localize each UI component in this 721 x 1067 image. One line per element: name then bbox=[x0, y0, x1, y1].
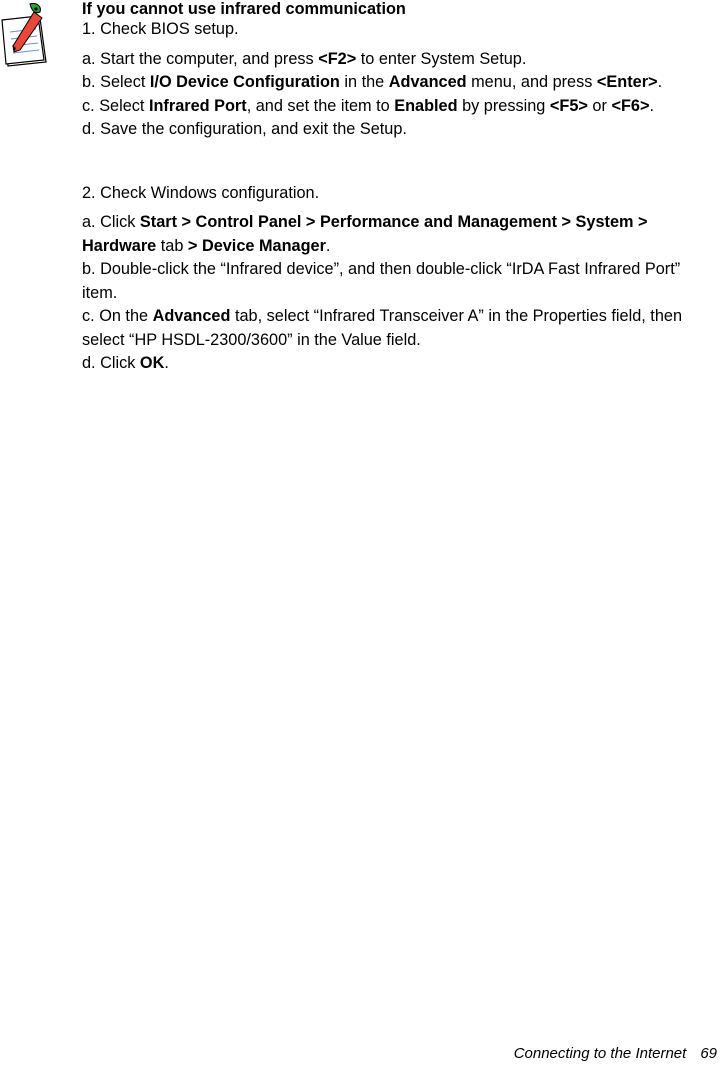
step-2d: d. Click OK. bbox=[82, 354, 169, 372]
page-footer bbox=[514, 1045, 717, 1062]
page-heading: If you cannot use infrared communication bbox=[82, 0, 406, 18]
step-1a: a. Start the computer, and press <F2> to enter System Setup. bbox=[82, 49, 527, 68]
note-pencil-icon bbox=[0, 2, 52, 68]
step-1b: b. Select I/O Device Configuration in the Advanced menu, and press <Enter>. bbox=[82, 73, 663, 91]
document-body bbox=[82, 0, 718, 382]
footer-section-title: Connecting to the Internet bbox=[513, 1045, 687, 1062]
step-1d: d. Save the configuration, and exit the Setup. bbox=[82, 120, 407, 138]
page-number: 69 bbox=[700, 1045, 717, 1062]
step-2c: c. On the Advanced tab, select “Infrared Transceiver A” in the Properties field, then select “HP HSDL-2300/3600” in the Value field. bbox=[82, 307, 682, 349]
step-1c: c. Select Infrared Port, and set the item to Enabled by pressing <F5> or <F6>. bbox=[82, 96, 654, 115]
step-2b: b. Double-click the “Infrared device”, and then double-click “IrDA Fast Infrared Port” item. bbox=[82, 260, 681, 302]
step-1: 1. Check BIOS setup. bbox=[82, 20, 239, 38]
step-1-substeps bbox=[82, 48, 718, 142]
step-2: 2. Check Windows configuration. bbox=[82, 183, 320, 202]
step-2a: a. Click Start > Control Panel > Performance and Management > System > Hardware tab > Device Manager. bbox=[82, 213, 648, 255]
step-2-substeps bbox=[82, 211, 718, 376]
